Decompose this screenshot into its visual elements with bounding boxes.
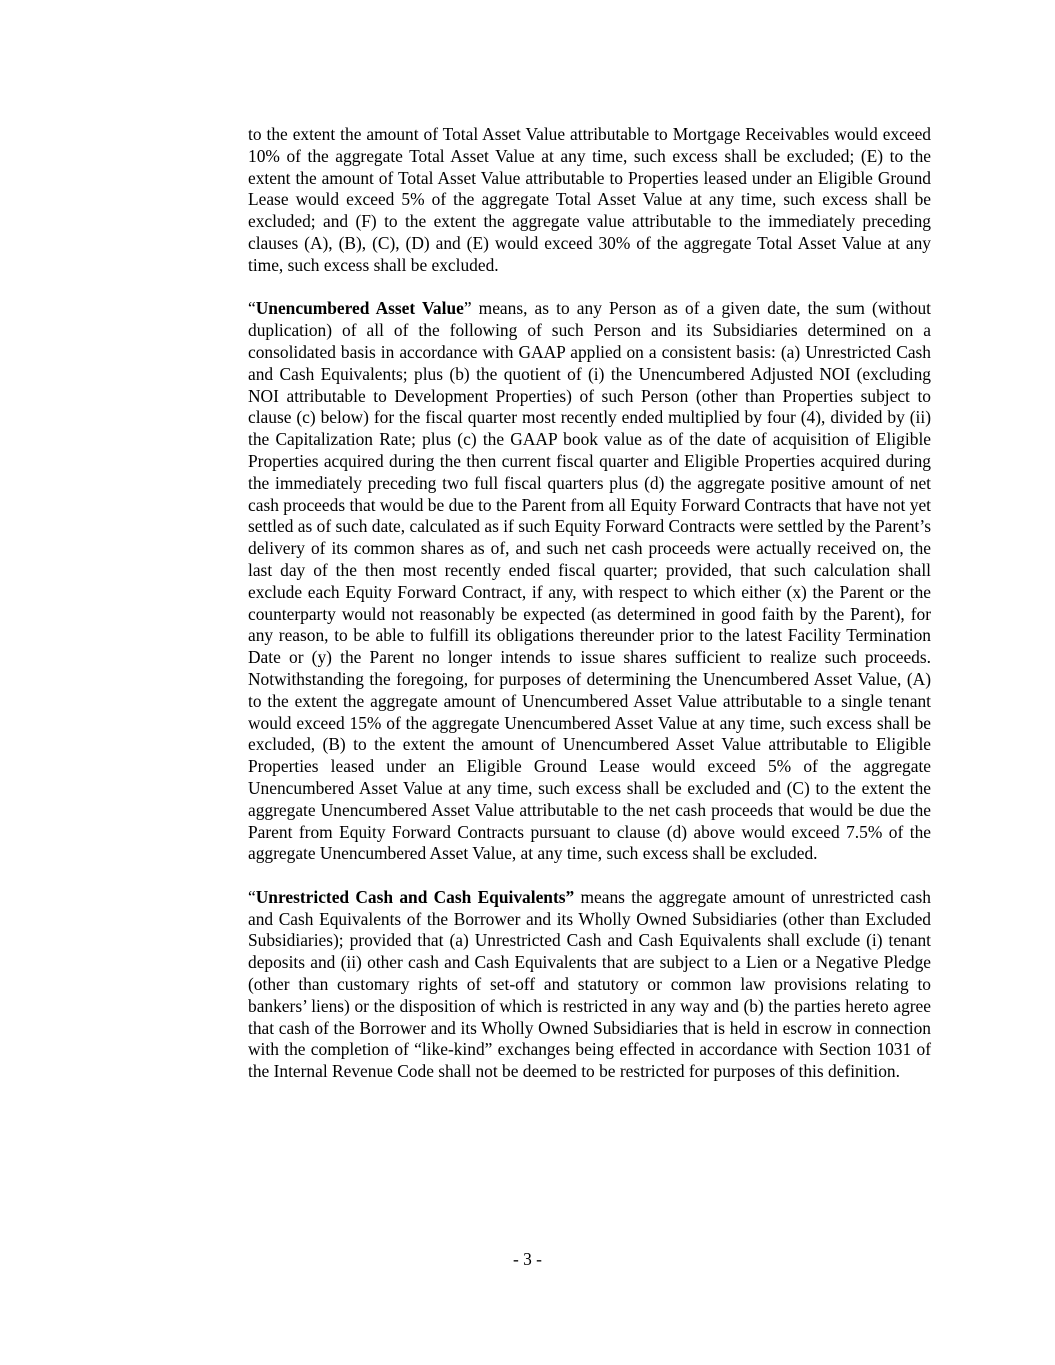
definition-unencumbered-asset-value: [248, 298, 931, 865]
defined-term: Unencumbered Asset Value: [255, 298, 464, 319]
page-number: - 3 -: [513, 1249, 542, 1269]
defined-term: Unrestricted Cash and Cash Equivalents”: [255, 886, 575, 907]
paragraph-text: to the extent the amount of Total Asset Value attributable to Mortgage Receivables would exceed 10% of the aggregate Total Asset Value at any time, such excess shall be excluded; (E) to the extent the amount of Total Asset Value attributable to Properties leased under an Eligible Ground Lease would exceed 5% of the aggregate Total Asset Value at any time, such excess shall be excluded; and (F) to the extent the aggregate value attributable to the immediately preceding clauses (A), (B), (C), (D) and (E) would exceed 30% of the aggregate Total Asset Value at any time, such excess shall be excluded.: [248, 124, 931, 275]
definition-text: means the aggregate amount of unrestricted cash and Cash Equivalents of the Borrower and its Wholly Owned Subsidiaries (other than Excluded Subsidiaries); provided that (a) Unrestricted Cash and Cash Equivalents shall exclude (i) tenant deposits and (ii) other cash and Cash Equivalents that are subject to a Lien or a Negative Pledge (other than customary rights of set-off and statutory or common law provisions relating to bankers’ liens) or the disposition of which is restricted in any way and (b) the parties hereto agree that cash of the Borrower and its Wholly Owned Subsidiaries that is held in escrow in connection with the completion of “like-kind” exchanges being effected in accordance with Section 1031 of the Internal Revenue Code shall not be deemed to be restricted for purposes of this definition.: [248, 886, 931, 1082]
definition-text: ” means, as to any Person as of a given date, the sum (without duplication) of all of the following of such Person and its Subsidiaries determined on a consolidated basis in accordance with GAAP applied on a consistent basis: (a) Unrestricted Cash and Cash Equivalents; plus (b) the quotient of (i) the Unencumbered Adjusted NOI (excluding NOI attributable to Development Properties) of such Person (other than Properties subject to clause (c) below) for the fiscal quarter most recently ended multiplied by four (4), divided by (ii) the Capitalization Rate; plus (c) the GAAP book value as of the date of acquisition of Eligible Properties acquired during the then current fiscal quarter and Eligible Properties acquired during the immediately preceding two full fiscal quarters plus (d) the aggregate positive amount of net cash proceeds that would be due to the Parent from all Equity Forward Contracts that have not yet settled as of such date, calculated as if such Equity Forward Contracts were settled by the Parent’s delivery of its common shares as of, and such net cash proceeds were actually received on, the last day of the then most recently ended fiscal quarter; provided, that such calculation shall exclude each Equity Forward Contract, if any, with respect to which either (x) the Parent or the counterparty would not reasonably be expected (as determined in good faith by the Parent), for any reason, to be able to fulfill its obligations thereunder prior to the latest Facility Termination Date or (y) the Parent no longer intends to issue shares sufficient to realize such proceeds. Notwithstanding the foregoing, for purposes of determining the Unencumbered Asset Value, (A) to the extent the aggregate amount of Unencumbered Asset Value attributable to a single tenant would exceed 15% of the aggregate Unencumbered Asset Value at any time, such excess shall be excluded, (B) to the extent the amount of Unencumbered Asset Value attributable to Eligible Properties leased under an Eligible Ground Lease would exceed 5% of the aggregate Unencumbered Asset Value at any time, such excess shall be excluded and (C) to the extent the aggregate Unencumbered Asset Value attributable to the net cash proceeds that would be due the Parent from Equity Forward Contracts pursuant to clause (d) above would exceed 7.5% of the aggregate Unencumbered Asset Value, at any time, such excess shall be excluded.: [248, 298, 931, 864]
open-quote: “: [248, 886, 256, 907]
definition-unrestricted-cash: [248, 887, 931, 1083]
open-quote: “: [248, 298, 256, 319]
paragraph-continuation: [248, 124, 931, 277]
page-body: [248, 124, 931, 1083]
